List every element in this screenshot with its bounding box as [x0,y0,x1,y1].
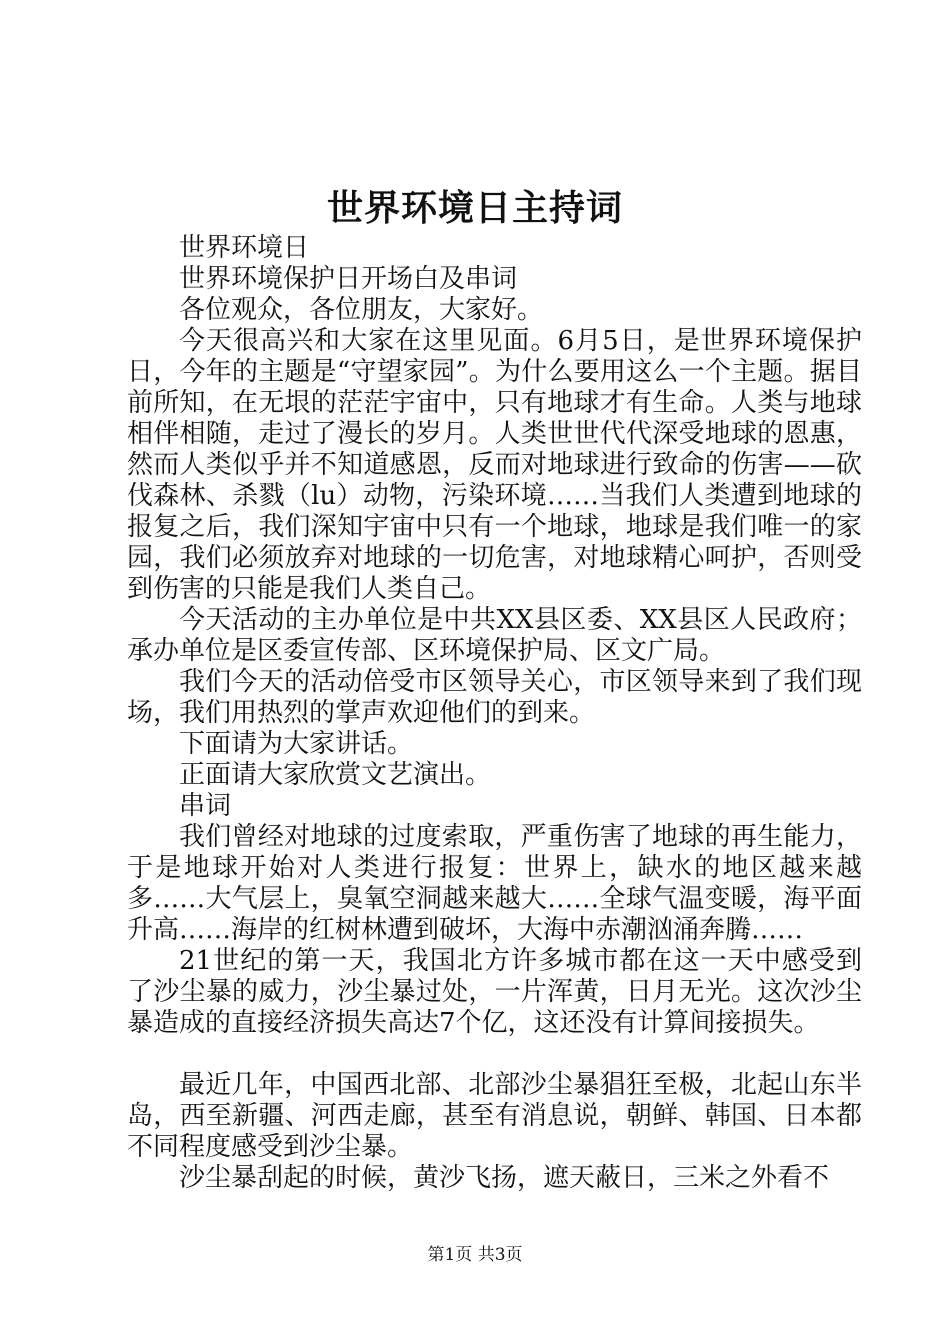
paragraph-speech: 下面请为大家讲话。 [179,729,414,759]
page-footer: 第1页 共3页 [427,1245,523,1265]
paragraph-greeting: 各位观众，各位朋友，大家好。 [179,295,544,325]
document-body [127,233,862,1194]
paragraph-heading-1: 世界环境日 [179,233,310,263]
paragraph-organizers: 今天活动的主办单位是中共XX县区委、XX县区人民政府；承办单位是区委宣传部、区环境保护局、区文广局。 [127,605,862,666]
paragraph-intro: 今天很高兴和大家在这里见面。6月5日，是世界环境保护日，今年的主题是“守望家园”。为什么要用这么一个主题。据目前所知，在无垠的茫茫宇宙中，只有地球才有生命。人类与地球相伴相随，走过了漫长的岁月。人类世世代代深受地球的恩惠，然而人类似乎并不知道感恩，反而对地球进行致命的伤害——砍伐森林、杀戮（lu）动物，污染环境……当我们人类遭到地球的报复之后，我们深知宇宙中只有一个地球，地球是我们唯一的家园，我们必须放弃对地球的一切危害，对地球精心呵护，否则受到伤害的只能是我们人类自己。 [127,326,862,604]
paragraph-sandstorm-recent: 最近几年，中国西北部、北部沙尘暴猖狂至极，北起山东半岛，西至新疆、河西走廊，甚至有消息说，朝鲜、韩国、日本都不同程度感受到沙尘暴。 [127,1070,862,1162]
paragraph-welcome-leaders: 我们今天的活动倍受市区领导关心，市区领导来到了我们现场，我们用热烈的掌声欢迎他们的到来。 [127,667,862,728]
paragraph-sandstorm-description: 沙尘暴刮起的时候，黄沙飞扬，遮天蔽日，三米之外看不 [179,1163,830,1193]
paragraph-overexploitation: 我们曾经对地球的过度索取，严重伤害了地球的再生能力，于是地球开始对人类进行报复：世界上，缺水的地区越来越多……大气层上，臭氧空洞越来越大……全球气温变暖，海平面升高……海岸的红树林遭到破坏，大海中赤潮汹涌奔腾…… [127,822,862,945]
paragraph-section-heading: 串词 [179,791,232,821]
paragraph-sandstorm-century: 21世纪的第一天，我国北方许多城市都在这一天中感受到了沙尘暴的威力，沙尘暴过处，一片浑黄，日月无光。这次沙尘暴造成的直接经济损失高达7个亿，这还没有计算间接损失。 [127,946,862,1038]
paragraph-performance: 正面请大家欣赏文艺演出。 [179,760,492,790]
paragraph-heading-2: 世界环境保护日开场白及串词 [179,264,518,294]
document-title: 世界环境日主持词 [326,187,623,229]
paragraph-spacer [127,1039,862,1070]
